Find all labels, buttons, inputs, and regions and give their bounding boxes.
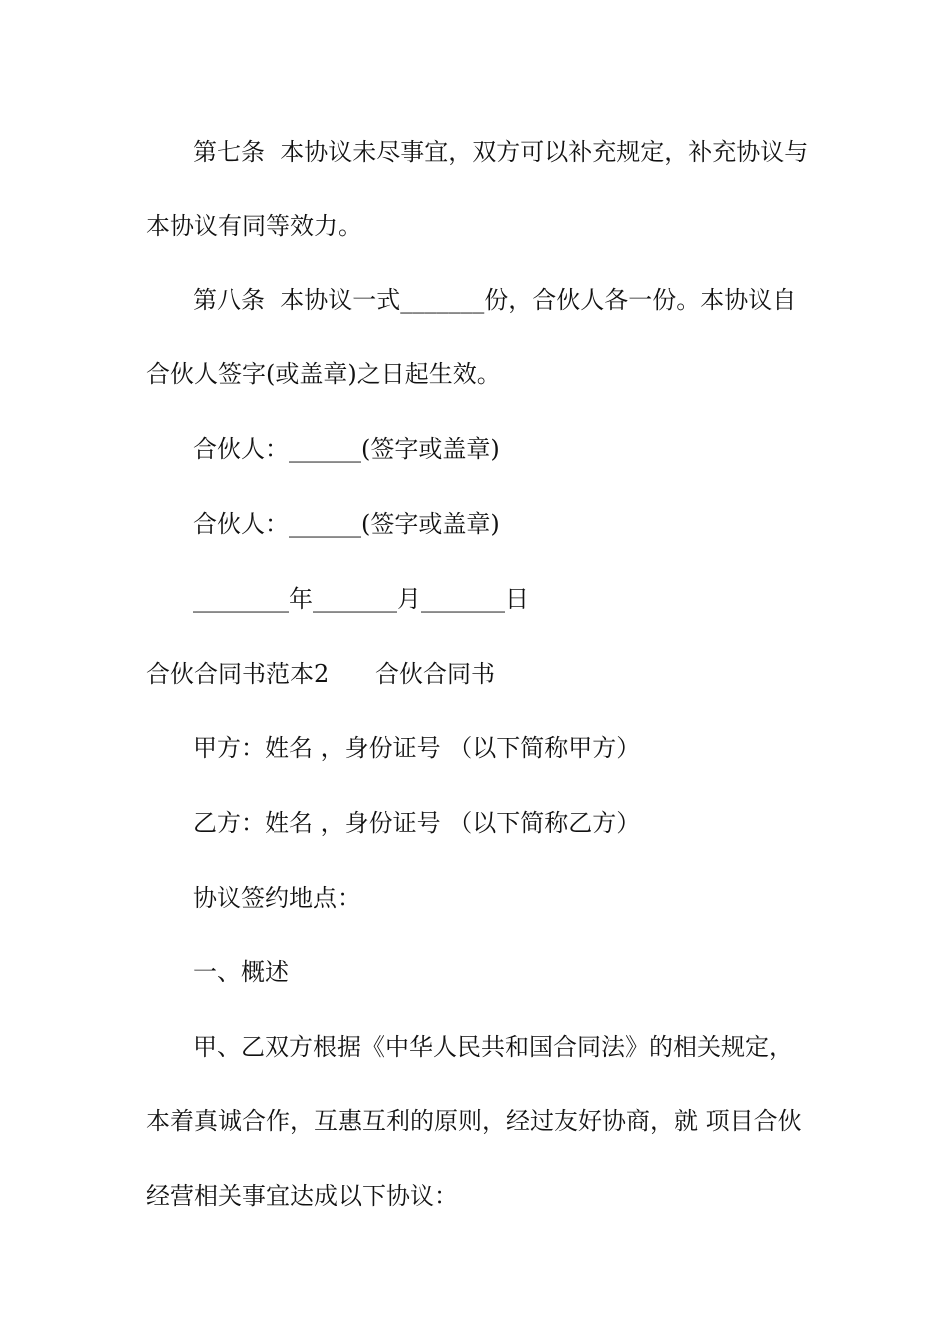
date-line: ________年_______月_______日 [193,585,529,613]
overview-heading: 一、概述 [193,958,289,986]
partner-signature-1: 合伙人：______(签字或盖章) [193,435,500,463]
overview-paragraph-line-3: 经营相关事宜达成以下协议： [146,1182,458,1210]
party-b-line: 乙方：姓名 ，身份证号 （以下简称乙方） [193,809,641,837]
article-8-line-1: 第八条 本协议一式_______份，合伙人各一份。本协议自 [193,286,797,314]
overview-paragraph-line-2: 本着真诚合作，互惠互利的原则，经过友好协商，就 项目合伙 [146,1107,802,1135]
article-7-line-1: 第七条 本协议未尽事宜，双方可以补充规定，补充协议与 [193,138,809,166]
article-8-line-2: 合伙人签字(或盖章)之日起生效。 [146,360,501,388]
overview-paragraph-line-1: 甲、乙双方根据《中华人民共和国合同法》的相关规定， [193,1033,793,1061]
section-title: 合伙合同书范本2 合伙合同书 [146,660,496,688]
party-a-line: 甲方：姓名 ，身份证号 （以下简称甲方） [193,734,641,762]
partner-signature-2: 合伙人：______(签字或盖章) [193,510,500,538]
signing-location-line: 协议签约地点： [193,884,361,912]
article-7-line-2: 本协议有同等效力。 [146,212,362,240]
